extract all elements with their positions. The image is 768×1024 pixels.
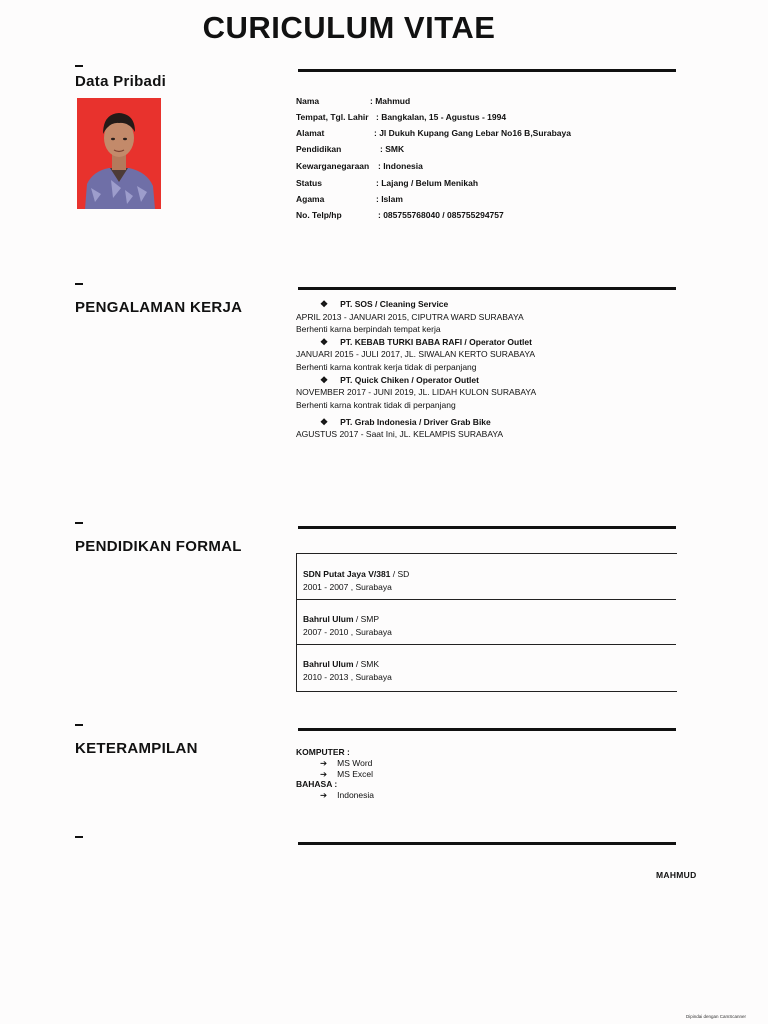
- personal-info-value: : Mahmud: [370, 96, 411, 106]
- personal-info-label: Alamat: [296, 128, 325, 138]
- section-dash: [75, 283, 83, 285]
- job-note: Berhenti karna kontrak kerja tidak di perpanjang: [296, 362, 477, 372]
- education-school: [303, 659, 379, 669]
- job-title-text: PT. Quick Chiken / Operator Outlet: [340, 375, 479, 385]
- signature-name: MAHMUD: [656, 870, 697, 880]
- job-title: [320, 417, 491, 428]
- skill-category-komputer: KOMPUTER :: [296, 747, 350, 757]
- job-title: [320, 299, 448, 310]
- job-title-text: PT. KEBAB TURKI BABA RAFI / Operator Outlet: [340, 337, 532, 347]
- personal-info-label: Nama: [296, 96, 320, 106]
- section-dash: [75, 522, 83, 524]
- skill-item-label: Indonesia: [337, 790, 374, 800]
- section-heading-pendidikan-formal: PENDIDIKAN FORMAL: [75, 538, 242, 555]
- education-level: / SD: [390, 569, 410, 579]
- skill-item: [320, 758, 372, 769]
- skill-item-label: MS Word: [337, 758, 373, 768]
- job-period: AGUSTUS 2017 - Saat Ini, JL. KELAMPIS SURABAYA: [296, 429, 504, 439]
- personal-info-value: : Bangkalan, 15 - Agustus - 1994: [376, 112, 507, 122]
- section-heading-pengalaman-kerja: PENGALAMAN KERJA: [75, 299, 243, 316]
- personal-info-value: : Lajang / Belum Menikah: [376, 178, 479, 188]
- document-title: CURICULUM VITAE: [202, 10, 496, 45]
- personal-info-value: : Indonesia: [378, 161, 423, 171]
- education-school-name: Bahrul Ulum: [303, 659, 354, 669]
- job-title-text: PT. Grab Indonesia / Driver Grab Bike: [340, 417, 491, 427]
- personal-info-label: Status: [296, 178, 322, 188]
- section-rule: [298, 69, 676, 72]
- section-dash: [75, 836, 83, 838]
- education-school: [303, 569, 409, 579]
- skill-category-bahasa: BAHASA :: [296, 779, 338, 789]
- section-rule: [298, 728, 676, 731]
- job-period: APRIL 2013 - JANUARI 2015, CIPUTRA WARD SURABAYA: [296, 312, 524, 322]
- education-years: 2001 - 2007 , Surabaya: [303, 582, 392, 592]
- profile-photo: [77, 98, 161, 209]
- personal-info-label: Tempat, Tgl. Lahir: [296, 112, 369, 122]
- education-level: / SMP: [353, 614, 380, 624]
- education-school-name: SDN Putat Jaya V/381: [303, 569, 391, 579]
- personal-info-value: : Jl Dukuh Kupang Gang Lebar No16 B,Surabaya: [374, 128, 571, 138]
- scanner-watermark: Dipindai dengan CamScanner: [686, 1014, 747, 1019]
- diamond-bullet-icon: ❖: [320, 417, 329, 427]
- job-period: NOVEMBER 2017 - JUNI 2019, JL. LIDAH KULON SURABAYA: [296, 387, 537, 397]
- job-title: [320, 375, 479, 386]
- personal-info-label: Kewarganegaraan: [296, 161, 370, 171]
- job-title-text: PT. SOS / Cleaning Service: [340, 299, 449, 309]
- skill-item: [320, 790, 374, 801]
- job-title: [320, 337, 532, 348]
- personal-info-value: : SMK: [380, 144, 405, 154]
- education-level: / SMK: [353, 659, 380, 669]
- job-note: Berhenti karna berpindah tempat kerja: [296, 324, 441, 334]
- personal-info-value: : Islam: [376, 194, 403, 204]
- arrow-icon: ➔: [320, 790, 328, 800]
- education-divider: [297, 644, 676, 645]
- section-rule: [298, 526, 676, 529]
- education-years: 2010 - 2013 , Surabaya: [303, 672, 392, 682]
- section-rule: [298, 842, 676, 845]
- profile-photo-illustration: [77, 98, 161, 209]
- diamond-bullet-icon: ❖: [320, 337, 329, 347]
- section-heading-data-pribadi: Data Pribadi: [75, 73, 167, 90]
- education-school: [303, 614, 379, 624]
- education-school-name: Bahrul Ulum: [303, 614, 354, 624]
- diamond-bullet-icon: ❖: [320, 375, 329, 385]
- personal-info-value: : 085755768040 / 085755294757: [378, 210, 504, 220]
- section-dash: [75, 65, 83, 67]
- personal-info-label: Agama: [296, 194, 325, 204]
- job-note: Berhenti karna kontrak tidak di perpanjang: [296, 400, 456, 410]
- section-rule: [298, 287, 676, 290]
- diamond-bullet-icon: ❖: [320, 299, 329, 309]
- education-years: 2007 - 2010 , Surabaya: [303, 627, 392, 637]
- education-divider: [297, 599, 676, 600]
- personal-info-label: Pendidikan: [296, 144, 342, 154]
- arrow-icon: ➔: [320, 758, 328, 768]
- section-heading-keterampilan: KETERAMPILAN: [75, 740, 198, 757]
- job-period: JANUARI 2015 - JULI 2017, JL. SIWALAN KERTO SURABAYA: [296, 349, 536, 359]
- personal-info-label: No. Telp/hp: [296, 210, 342, 220]
- section-dash: [75, 724, 83, 726]
- skill-item-label: MS Excel: [337, 769, 374, 779]
- arrow-icon: ➔: [320, 769, 328, 779]
